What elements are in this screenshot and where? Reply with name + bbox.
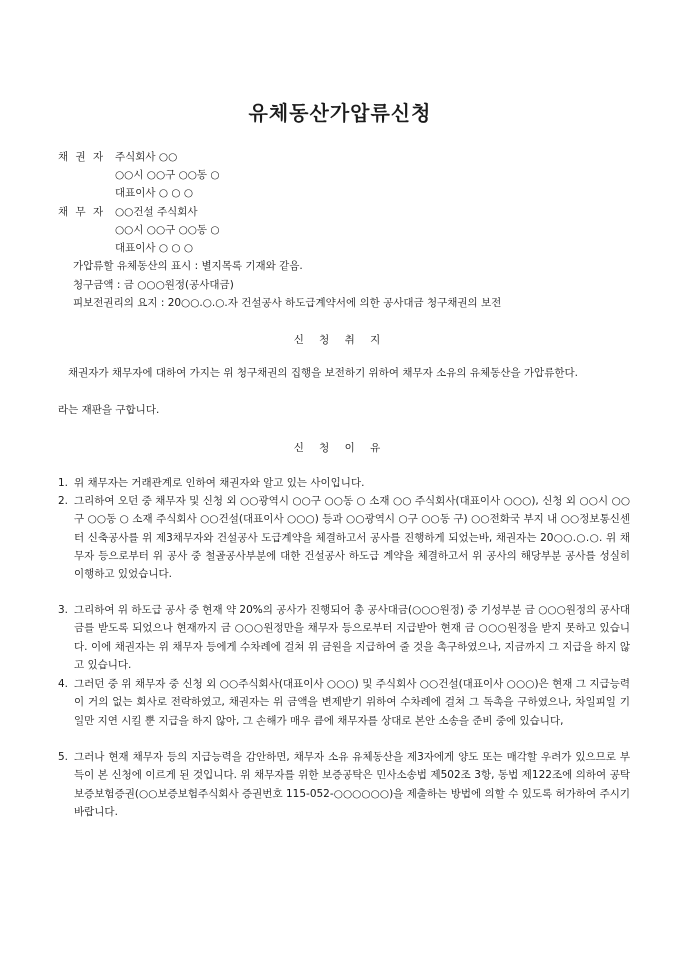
- reason-item-5: [58, 748, 630, 821]
- reason-text: 그리하여 위 하도급 공사 중 현재 약 20%의 공사가 진행되어 총 공사대금(○○○원정) 중 기성부분 금 ○○○원정의 공사대금를 받도록 되었으나 현재까지 금 ○○○원정만을 채무자 등으로부터 지급받아 현재 금 ○○○원정을 받지 못하고 있습니다. 이에 채권자는 위 채무자 등에게 수차례에 걸쳐 위 금원을 지급하여 줄 것을 촉구하였으나, 지금까지 그 지급을 하지 않고 있습니다.: [74, 604, 630, 671]
- reason-number: 2.: [58, 495, 69, 507]
- purpose-body: 채권자가 채무자에 대하여 가지는 위 청구채권의 집행을 보전하기 위하여 채무자 소유의 유체동산을 가압류한다.: [68, 367, 578, 379]
- debtor-label: 채 무 자: [58, 206, 106, 218]
- creditor-representative: 대표이사 ○ ○ ○: [115, 187, 194, 199]
- claim-amount-line: 청구금액 : 금 ○○○원정(공사대금): [73, 279, 234, 291]
- protected-right-line: 피보전권리의 요지 : 20○○.○.○.자 건설공사 하도급계약서에 의한 공사대금 청구채권의 보전: [73, 297, 502, 309]
- seizure-property-line: 가압류할 유체동산의 표시 : 별지목록 기재와 같음.: [73, 260, 303, 272]
- creditor-address: ○○시 ○○구 ○○동 ○: [115, 169, 220, 181]
- debtor-line: [58, 205, 198, 219]
- purpose-heading: 신 청 취 지: [293, 334, 387, 346]
- reason-text: 그리하여 오던 중 채무자 및 신청 외 ○○광역시 ○○구 ○○동 ○ 소재 ○○ 주식회사(대표이사 ○○○), 신청 외 ○○시 ○○구 ○○동 ○ 소재 주식회사 ○○건설(대표이사 ○○○) 등과 ○○광역시 ○구 ○○동 구) ○○전화국 부지 내 ○○정보통신센터 신축공사를 위 제3채무자와 건설공사 도급계약을 체결하고서 공사를 진행하게 되었는바, 채권자는 20○○.○.○. 위 채무자 등으로부터 위 공사 중 철골공사부분에 대한 건설공사 하도급 계약을 체결하고서 위 공사의 해당부분 공사를 성실히 이행하고 있었습니다.: [74, 495, 630, 581]
- reason-number: 1.: [58, 477, 69, 489]
- reason-number: 3.: [58, 604, 69, 616]
- reason-text: 위 채무자는 거래관계로 인하여 채권자와 알고 있는 사이입니다.: [74, 477, 365, 489]
- reason-number: 5.: [58, 751, 69, 763]
- reason-text: 그러던 중 위 채무자 중 신청 외 ○○주식회사(대표이사 ○○○) 및 주식회사 ○○건설(대표이사 ○○○)은 현재 그 지급능력이 거의 없는 회사로 전락하였고, 채권자는 위 금액을 변제받기 위하여 수차례에 걸쳐 그 독촉을 구하였으나, 차일피일 기일만 지연 시킬 뿐 지급을 하지 않아, 그 손해가 매우 큼에 채무자를 상대로 본안 소송을 준비 중에 있습니다,: [74, 678, 630, 727]
- reason-item-4: [58, 675, 630, 730]
- purpose-closing: 라는 재판을 구합니다.: [58, 404, 160, 416]
- creditor-label: 채 권 자: [58, 151, 106, 163]
- reasons-heading: 신 청 이 유: [293, 442, 387, 454]
- reason-text: 그러나 현재 채무자 등의 지급능력을 감안하면, 채무자 소유 유체동산을 제3자에게 양도 또는 매각할 우려가 있으므로 부득이 본 신청에 이르게 된 것입니다. 위 채무자를 위한 보증공탁은 민사소송법 제502조 3항, 동법 제122조에 의하여 공탁보증보험증권(○○보증보험주식회사 증권번호 115-052-○○○○○○)을 제출하는 방법에 의할 수 있도록 허가하여 주시기 바랍니다.: [74, 751, 630, 818]
- document-title: 유체동산가압류신청: [248, 101, 432, 125]
- reason-number: 4.: [58, 678, 69, 690]
- reason-item-3: [58, 601, 630, 674]
- creditor-name: 주식회사 ○○: [115, 151, 178, 163]
- debtor-address: ○○시 ○○구 ○○동 ○: [115, 224, 220, 236]
- debtor-name: ○○건설 주식회사: [115, 206, 198, 218]
- reason-item-2: [58, 492, 630, 583]
- debtor-representative: 대표이사 ○ ○ ○: [115, 242, 194, 254]
- creditor-line: [58, 150, 177, 164]
- reason-item-1: [58, 474, 630, 492]
